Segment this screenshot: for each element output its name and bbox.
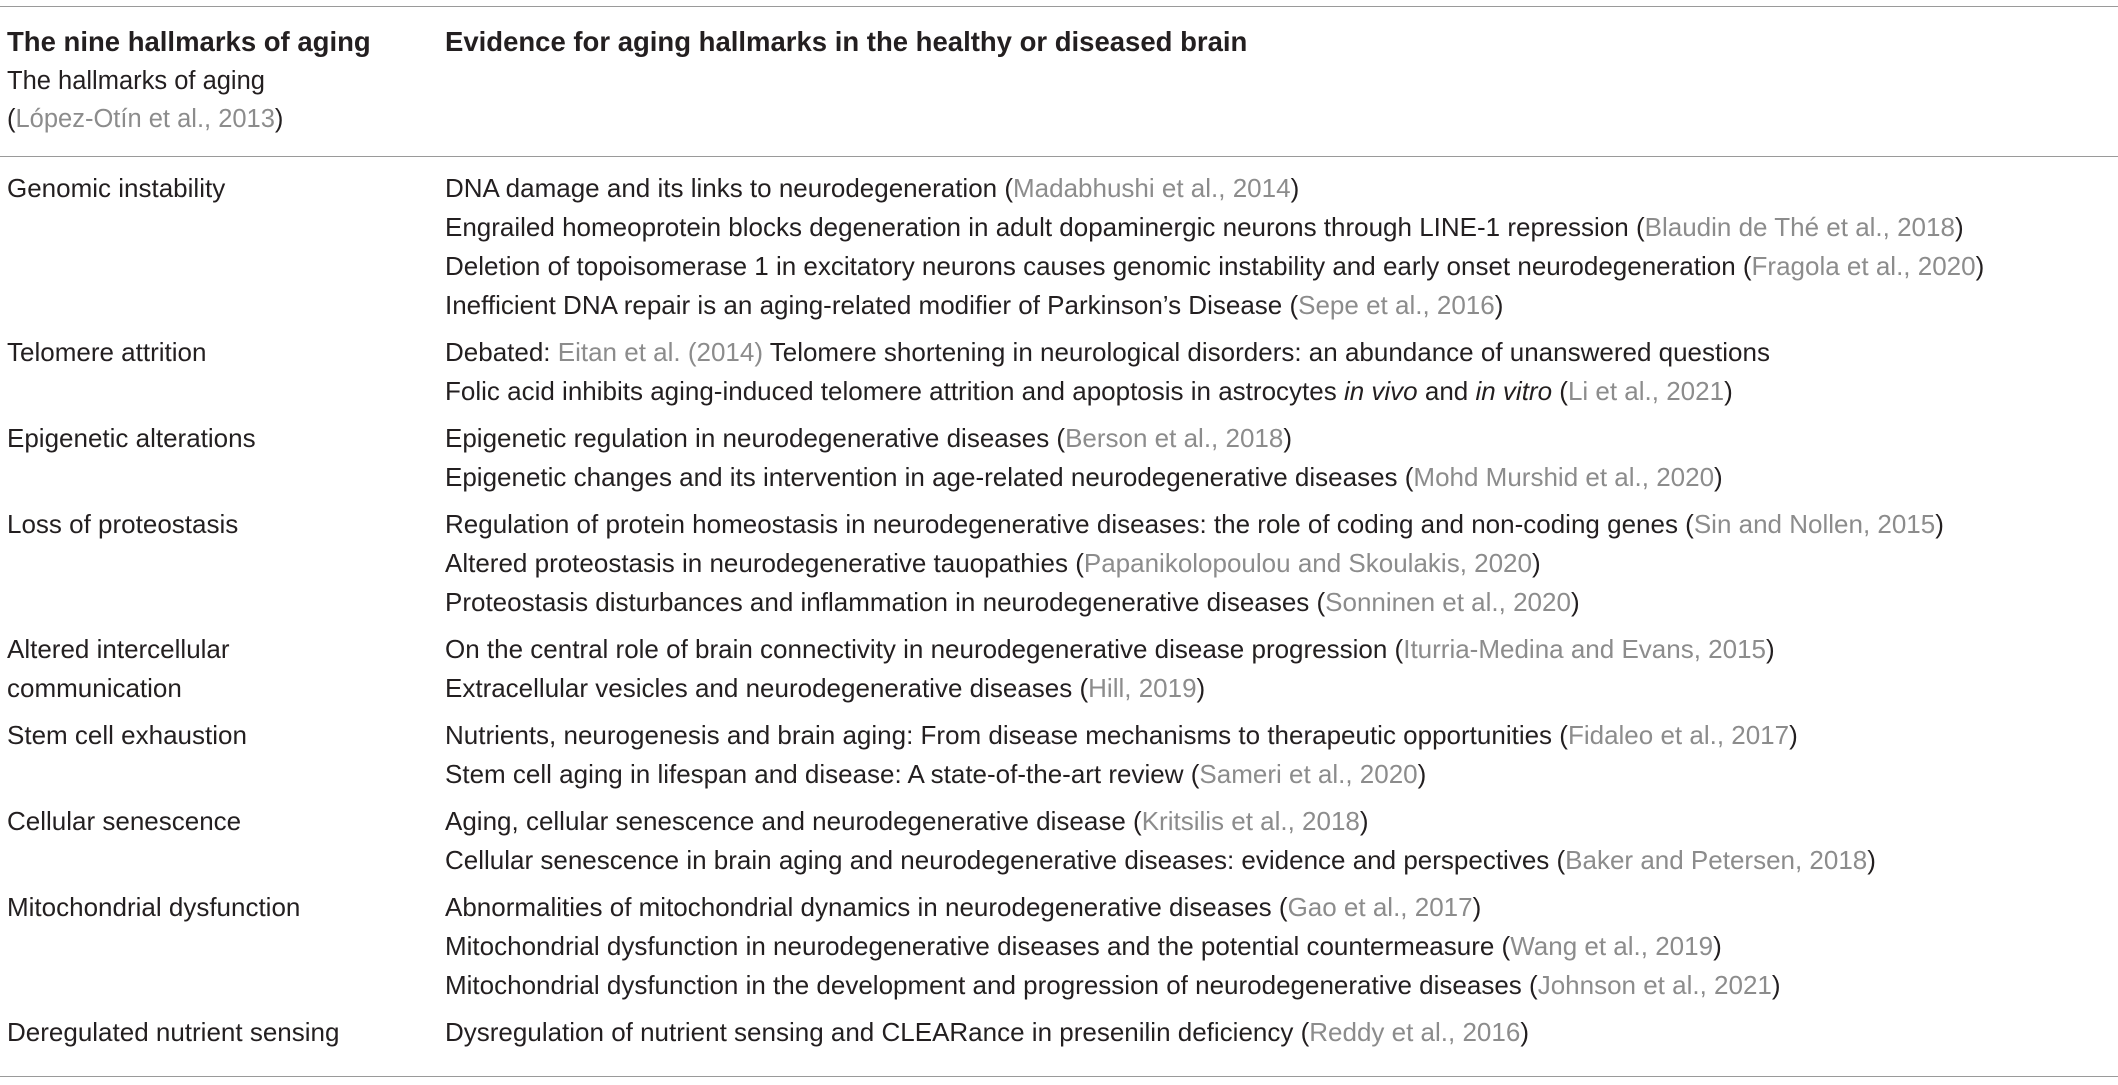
citation: Sameri et al., 2020 (1199, 759, 1418, 789)
evidence-cell (438, 802, 2118, 880)
evidence-text: Telomere shortening in neurological disorders: an abundance of unanswered questions (762, 337, 1770, 367)
hallmark-label: Stem cell exhaustion (7, 720, 247, 750)
evidence-cell (438, 169, 2118, 325)
citation: Gao et al., 2017 (1287, 892, 1473, 922)
paren-close: ) (1975, 251, 1985, 281)
header-column-hallmarks (7, 22, 427, 138)
paren-close: ) (1954, 212, 1964, 242)
table-row (0, 169, 2118, 333)
evidence-entry (445, 208, 2118, 247)
citation: Kritsilis et al., 2018 (1141, 806, 1360, 836)
evidence-cell (438, 333, 2118, 411)
evidence-entry (445, 169, 2118, 208)
header-hallmarks-citation-line (7, 100, 427, 138)
paren-close: ) (1290, 173, 1300, 203)
paren-close: ) (1789, 720, 1798, 750)
header-hallmarks-subtitle: The hallmarks of aging (7, 67, 265, 95)
paren-close: ) (1766, 634, 1775, 664)
evidence-entry (445, 1013, 2118, 1052)
evidence-italic: in vitro (1475, 376, 1553, 406)
citation: Fidaleo et al., 2017 (1567, 720, 1790, 750)
hallmark-label: Genomic instability (7, 173, 226, 203)
paren-close: ) (1867, 845, 1876, 875)
table-row (0, 419, 2118, 505)
evidence-entry (445, 372, 2118, 411)
hallmark-label: Deregulated nutrient sensing (7, 1017, 340, 1047)
evidence-entry (445, 286, 2118, 325)
paren-close: ) (1713, 931, 1722, 961)
hallmark-cell (0, 333, 438, 372)
evidence-entry (445, 458, 2118, 497)
hallmark-label: Loss of proteostasis (7, 509, 239, 539)
table-row (0, 333, 2118, 419)
evidence-entry (445, 716, 2118, 755)
evidence-entry (445, 333, 2118, 372)
paren-close: ) (1472, 892, 1482, 922)
table-body (0, 169, 2118, 1060)
evidence-text: Deletion of topoisomerase 1 in excitatory neurons causes genomic instability and early onset neurodegeneration ( (445, 251, 1752, 281)
evidence-text: Nutrients, neurogenesis and brain aging: From disease mechanisms to therapeutic opportunities ( (445, 720, 1568, 750)
evidence-text: DNA damage and its links to neurodegeneration ( (445, 173, 1014, 203)
table-bottom-rule (0, 1076, 2118, 1077)
evidence-cell (438, 505, 2118, 622)
paren-close: ) (1570, 587, 1580, 617)
paren-close: ) (1724, 376, 1733, 406)
paren-close: ) (274, 105, 284, 133)
hallmark-label: Altered intercellular (7, 634, 230, 664)
evidence-text: ( (1552, 376, 1568, 406)
evidence-cell (438, 1013, 2118, 1052)
citation: Wang et al., 2019 (1510, 931, 1714, 961)
hallmark-cell (0, 888, 438, 927)
citation: Johnson et al., 2021 (1537, 970, 1772, 1000)
evidence-entry (445, 841, 2118, 880)
paren-close: ) (1935, 509, 1944, 539)
table-row (0, 630, 2118, 716)
evidence-text: Engrailed homeoprotein blocks degeneration in adult dopaminergic neurons through LINE-1 repression ( (445, 212, 1645, 242)
evidence-entry (445, 544, 2118, 583)
evidence-text: Folic acid inhibits aging-induced telomere attrition and apoptosis in astrocytes (445, 376, 1344, 406)
paren-close: ) (1520, 1017, 1529, 1047)
hallmark-label: Mitochondrial dysfunction (7, 892, 301, 922)
citation: Sonninen et al., 2020 (1325, 587, 1571, 617)
table-row (0, 802, 2118, 888)
evidence-cell (438, 630, 2118, 708)
table-row (0, 505, 2118, 630)
evidence-text: and (1417, 376, 1476, 406)
paren-close: ) (1531, 548, 1541, 578)
citation: Iturria-Medina and Evans, 2015 (1403, 634, 1766, 664)
evidence-text: Altered proteostasis in neurodegenerative tauopathies ( (445, 548, 1084, 578)
paren-close: ) (1283, 423, 1293, 453)
table-header-rule (0, 156, 2118, 157)
hallmark-cell (0, 169, 438, 208)
hallmark-cell (0, 716, 438, 755)
hallmark-label: Telomere attrition (7, 337, 207, 367)
hallmark-cell (0, 802, 438, 841)
evidence-entry (445, 927, 2118, 966)
paren-close: ) (1494, 290, 1504, 320)
header-evidence-title: Evidence for aging hallmarks in the healthy or diseased brain (445, 26, 1248, 57)
evidence-text: Dysregulation of nutrient sensing and CLEARance in presenilin deficiency ( (445, 1017, 1310, 1047)
citation: Berson et al., 2018 (1065, 423, 1284, 453)
evidence-text: Inefficient DNA repair is an aging-related modifier of Parkinson’s Disease ( (445, 290, 1299, 320)
evidence-text: Stem cell aging in lifespan and disease: A state-of-the-art review ( (445, 759, 1200, 789)
evidence-entry (445, 505, 2118, 544)
hallmark-cell (0, 419, 438, 458)
citation: Madabhushi et al., 2014 (1013, 173, 1291, 203)
evidence-text: Mitochondrial dysfunction in neurodegenerative diseases and the potential countermeasure ( (445, 931, 1511, 961)
evidence-entry (445, 247, 2118, 286)
table-top-rule (0, 6, 2118, 7)
evidence-entry (445, 888, 2118, 927)
paren-close: ) (1359, 806, 1369, 836)
citation: Sepe et al., 2016 (1298, 290, 1495, 320)
citation: Blaudin de Thé et al., 2018 (1644, 212, 1955, 242)
hallmark-cell (0, 1013, 438, 1052)
evidence-entry (445, 419, 2118, 458)
citation: Hill, 2019 (1088, 673, 1197, 703)
paren-close: ) (1196, 673, 1206, 703)
evidence-text: Proteostasis disturbances and inflammation in neurodegenerative diseases ( (445, 587, 1326, 617)
evidence-entry (445, 630, 2118, 669)
citation: Fragola et al., 2020 (1751, 251, 1976, 281)
evidence-entry (445, 583, 2118, 622)
citation: Papanikolopoulou and Skoulakis, 2020 (1083, 548, 1532, 578)
paren-close: ) (1771, 970, 1781, 1000)
header-hallmarks-title: The nine hallmarks of aging (7, 26, 371, 57)
evidence-text: Mitochondrial dysfunction in the development and progression of neurodegenerative diseases ( (445, 970, 1538, 1000)
citation: Reddy et al., 2016 (1309, 1017, 1521, 1047)
table-row (0, 716, 2118, 802)
evidence-cell (438, 419, 2118, 497)
evidence-cell (438, 716, 2118, 794)
citation: Mohd Murshid et al., 2020 (1413, 462, 1715, 492)
header-column-evidence (445, 22, 1247, 62)
evidence-entry (445, 966, 2118, 1005)
hallmark-label: communication (7, 673, 182, 703)
evidence-text: Epigenetic changes and its intervention in age-related neurodegenerative diseases ( (445, 462, 1414, 492)
evidence-italic: in vivo (1343, 376, 1418, 406)
evidence-entry (445, 802, 2118, 841)
evidence-text: On the central role of brain connectivity in neurodegenerative disease progression ( (445, 634, 1404, 664)
evidence-text: Epigenetic regulation in neurodegenerative diseases ( (445, 423, 1066, 453)
evidence-text: Extracellular vesicles and neurodegenerative diseases ( (445, 673, 1089, 703)
header-citation: López-Otín et al., 2013 (15, 105, 275, 133)
evidence-prefix: Debated: (445, 337, 558, 367)
evidence-text: Abnormalities of mitochondrial dynamics in neurodegenerative diseases ( (445, 892, 1288, 922)
table-row (0, 888, 2118, 1013)
evidence-entry (445, 755, 2118, 794)
evidence-entry (445, 669, 2118, 708)
evidence-text: Cellular senescence in brain aging and neurodegenerative diseases: evidence and perspectives ( (445, 845, 1566, 875)
hallmark-cell (0, 505, 438, 544)
paren-close: ) (1714, 462, 1723, 492)
paren-open: ( (7, 105, 16, 133)
table-row (0, 1013, 2118, 1060)
citation: Li et al., 2021 (1567, 376, 1725, 406)
citation: Eitan et al. (2014) (557, 337, 763, 367)
hallmark-label: Epigenetic alterations (7, 423, 256, 453)
citation: Sin and Nollen, 2015 (1693, 509, 1936, 539)
evidence-text: Regulation of protein homeostasis in neurodegenerative diseases: the role of coding and non-coding genes ( (445, 509, 1694, 539)
evidence-text: Aging, cellular senescence and neurodegenerative disease ( (445, 806, 1142, 836)
paren-close: ) (1417, 759, 1427, 789)
hallmark-label: Cellular senescence (7, 806, 242, 836)
evidence-cell (438, 888, 2118, 1005)
citation: Baker and Petersen, 2018 (1565, 845, 1868, 875)
hallmark-cell (0, 630, 438, 708)
